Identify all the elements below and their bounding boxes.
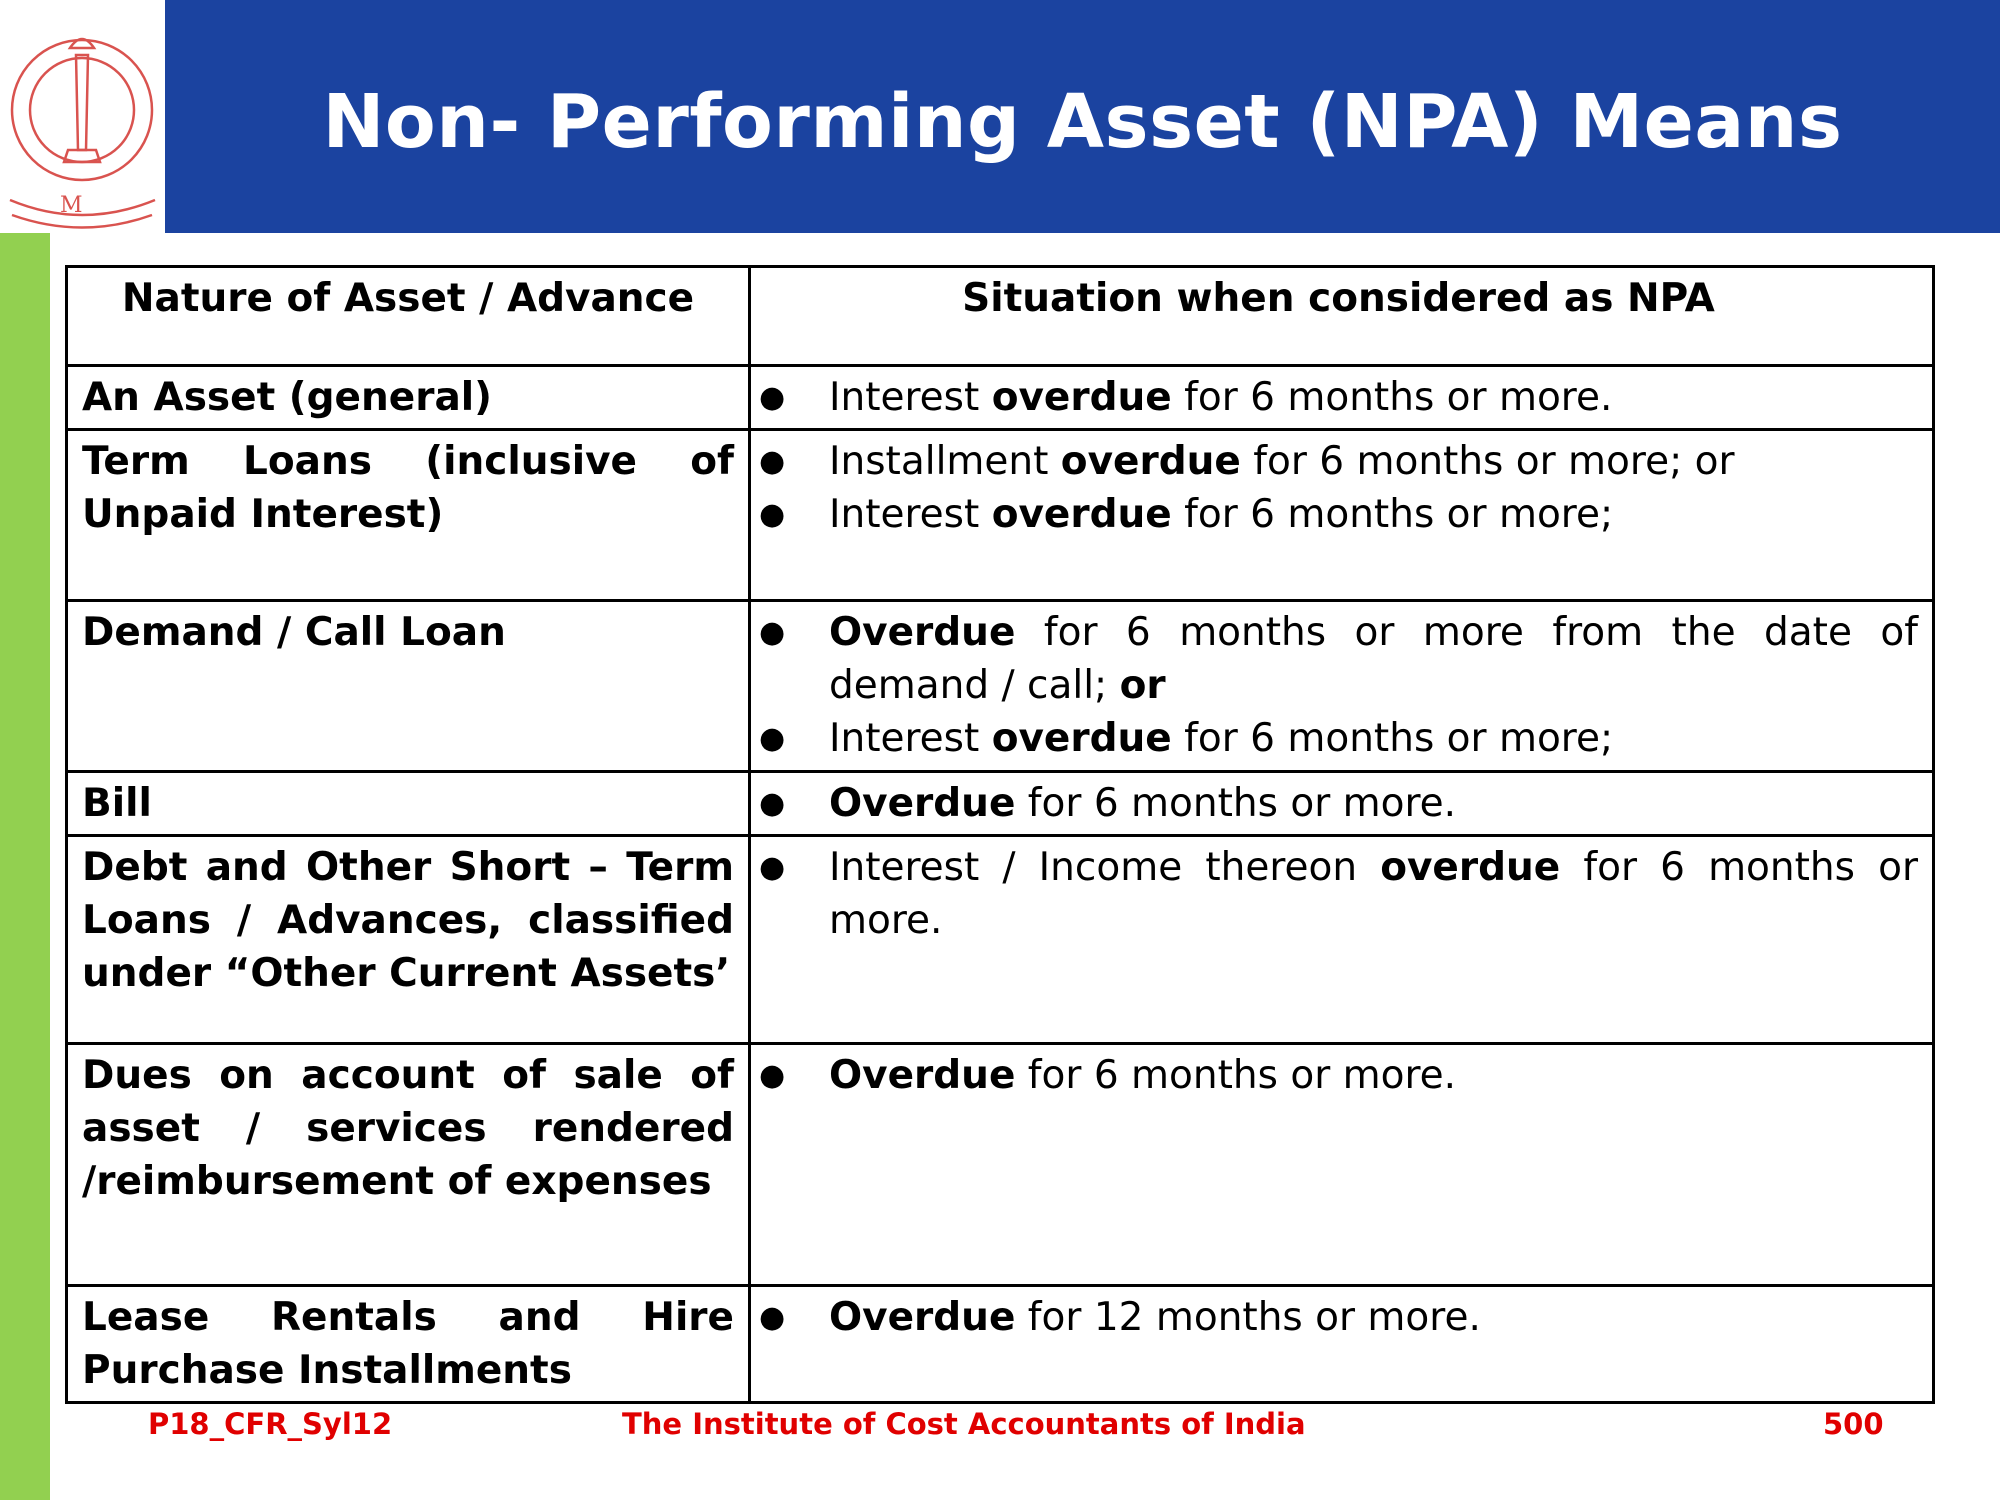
bullet-dot-icon: ●: [759, 497, 786, 532]
situation-cell: [750, 772, 1934, 836]
bullet-dot-icon: ●: [759, 786, 786, 821]
table-row: [67, 836, 1934, 1044]
bullet-item: ● Installment overdue for 6 months or more; or: [759, 435, 1918, 488]
page-number: 500: [1823, 1407, 1884, 1441]
table-row: [67, 366, 1934, 430]
table-row: [67, 1286, 1934, 1403]
bullet-item: ● Overdue for 6 months or more from the date of demand / call; or: [759, 606, 1918, 712]
bullet-item: ● Interest overdue for 6 months or more.: [759, 371, 1918, 424]
situation-cell: [750, 1286, 1934, 1403]
institute-logo: [0, 0, 165, 233]
bullet-dot-icon: ●: [759, 615, 786, 650]
table-header-row: [67, 267, 1934, 366]
table-row: [67, 601, 1934, 772]
bullet-dot-icon: ●: [759, 444, 786, 479]
asset-cell: Term Loans (inclusive of Unpaid Interest): [67, 430, 750, 601]
situation-cell: [750, 1044, 1934, 1286]
header-situation: Situation when considered as NPA: [750, 267, 1934, 366]
table-row: [67, 430, 1934, 601]
asset-cell: Lease Rentals and Hire Purchase Installments: [67, 1286, 750, 1403]
bullet-dot-icon: ●: [759, 380, 786, 415]
asset-cell: Debt and Other Short – Term Loans / Advances, classified under “Other Current Assets’: [67, 836, 750, 1044]
npa-table: [65, 265, 1935, 1404]
situation-cell: [750, 430, 1934, 601]
table-row: [67, 772, 1934, 836]
situation-cell: [750, 366, 1934, 430]
bullet-dot-icon: ●: [759, 1058, 786, 1093]
bullet-item: ● Overdue for 12 months or more.: [759, 1291, 1918, 1344]
bullet-item: ● Overdue for 6 months or more.: [759, 777, 1918, 830]
header-asset: Nature of Asset / Advance: [67, 267, 750, 366]
svg-text:M: M: [60, 193, 83, 218]
footer-institute: The Institute of Cost Accountants of India: [622, 1407, 1306, 1441]
asset-cell: An Asset (general): [67, 366, 750, 430]
sidebar-accent: [0, 233, 50, 1500]
bullet-item: ● Interest overdue for 6 months or more;: [759, 488, 1918, 541]
bullet-dot-icon: ●: [759, 721, 786, 756]
asset-cell: Demand / Call Loan: [67, 601, 750, 772]
asset-cell: Bill: [67, 772, 750, 836]
bullet-item: ● Overdue for 6 months or more.: [759, 1049, 1918, 1102]
table-row: [67, 1044, 1934, 1286]
bullet-dot-icon: ●: [759, 850, 786, 885]
asset-cell: Dues on account of sale of asset / services rendered /reimbursement of expenses: [67, 1044, 750, 1286]
page-title: Non- Performing Asset (NPA) Means: [322, 79, 1843, 165]
footer-code: P18_CFR_Syl12: [148, 1407, 393, 1441]
bullet-item: ● Interest overdue for 6 months or more;: [759, 712, 1918, 765]
situation-cell: [750, 601, 1934, 772]
bullet-item: ● Interest / Income thereon overdue for 6 months or more.: [759, 841, 1918, 947]
bullet-dot-icon: ●: [759, 1300, 786, 1335]
situation-cell: [750, 836, 1934, 1044]
